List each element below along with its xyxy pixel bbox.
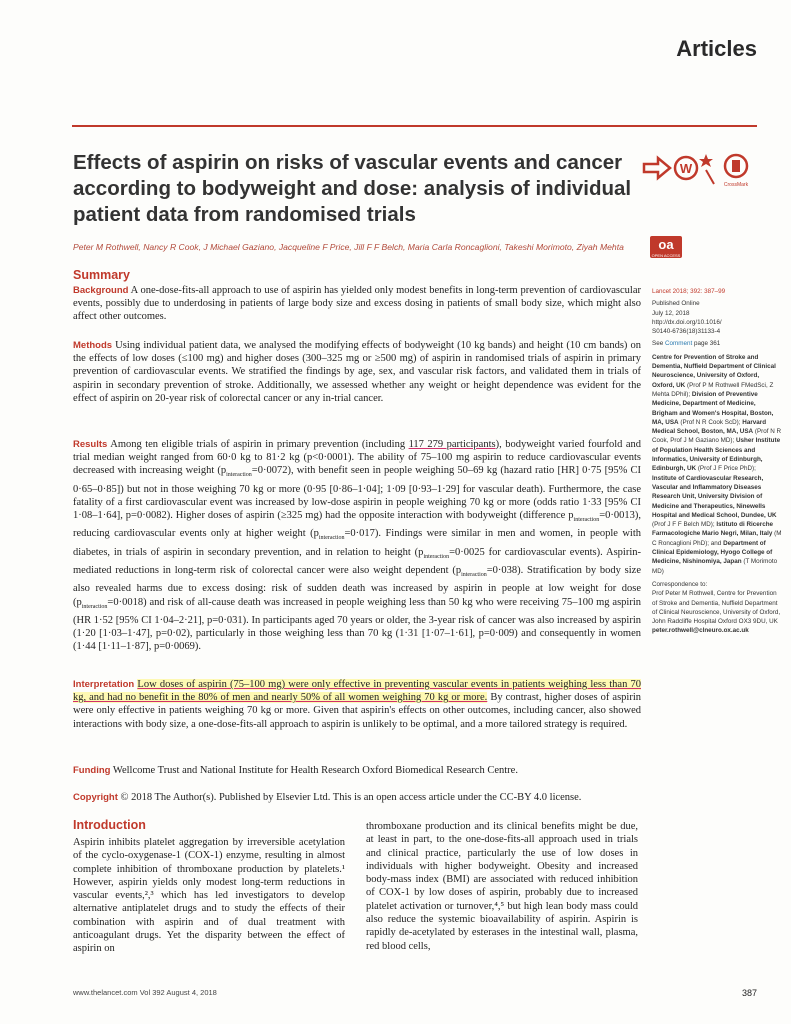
subscript-interaction: interaction [573, 517, 600, 524]
introduction-heading: Introduction [73, 818, 146, 832]
affiliation-name: Usher Institute of Population Health Sciences and Informatics, University of Edinburgh, Edinburgh, UK [652, 437, 781, 473]
open-access-badge: oa [650, 236, 682, 258]
header-rule [72, 125, 757, 127]
star-cursor-icon[interactable] [699, 154, 714, 184]
funding-text: Wellcome Trust and National Institute for Health Research Oxford Biomedical Research Centre. [112, 765, 518, 776]
subscript-interaction: interaction [81, 603, 108, 610]
correspondence-address: Prof Peter M Rothwell, Centre for Prevention of Stroke and Dementia, Nuffield Department of Clinical Neuroscience, University of Oxford, John Radcliffe Hospital Oxford OX3 9DU, UK [652, 590, 781, 626]
see-comment [652, 339, 782, 348]
published-label: Published Online [652, 300, 700, 308]
funding-paragraph [73, 764, 641, 777]
affiliation-authors: (Prof J F F Belch MD); [652, 521, 717, 529]
copyright-label: Copyright [73, 792, 118, 803]
interpretation-paragraph [73, 678, 641, 731]
crossmark-label: CrossMark [723, 182, 749, 188]
share-arrow-icon[interactable] [644, 158, 670, 178]
article-title: Effects of aspirin on risks of vascular events and cancer according to bodyweight and dose: analysis of individual patient data from randomised trials [73, 151, 632, 226]
interpretation-text: By contrast, higher doses of aspirin were only effective in patients weighing 70 kg or more. Given that aspirin's effects on other outcomes, including cancer, also showed interactions with body size, a one-dose-fits-all approach to aspirin is unlikely to be optimal, and a more tailored strategy is required. [73, 692, 641, 730]
correspondence-label: Correspondence to: [652, 580, 708, 588]
affiliation-authors: (Prof P M Rothwell FMedSci, Z Mehta DPhil); [652, 381, 774, 398]
see-page: page 361 [692, 340, 721, 348]
comment-link[interactable]: Comment [664, 340, 693, 348]
results-text-e: =0·017). Findings were similar in men and women, in people with diabetes, in trials of aspirin in secondary prevention, and in relation to height (p [73, 528, 641, 558]
journal-footer: www.thelancet.com Vol 392 August 4, 2018 [73, 988, 217, 997]
subscript-interaction: interaction [318, 535, 345, 542]
affiliation-name: Institute of Cardiovascular Research, Vascular and Inflammatory Diseases Research Unit, University Division of Medicine and Therapeutics, Ninewells Hospital and Medical School, Dundee, UK [652, 474, 777, 519]
citation: Lancet 2018; 392: 387–99 [652, 288, 726, 295]
author-list: Peter M Rothwell, Nancy R Cook, J Michael Gaziano, Jacqueline F Price, Jill F F Belch, Maria Carla Roncaglioni, Takeshi Morimoto, Ziyah Mehta [73, 242, 624, 252]
copyright-paragraph [73, 791, 641, 804]
copyright-text: © 2018 The Author(s). Published by Elsevier Ltd. This is an open access article under the CC-BY 4.0 license. [120, 792, 582, 803]
background-label: Background [73, 285, 129, 296]
funding-label: Funding [73, 765, 111, 776]
intro-column-2: thromboxane production and its clinical benefits might be due, at least in part, to the one-dose-fits-all approach used in trials and clinical practice, particularly the use of low doses in individuals with higher bodyweight. Obesity and increased body-mass index (BMI) are associated with reduced inhibition of COX-1 by low doses of aspirin, probably due to increased platelet activation or turnover,⁴,⁵ but high lean body mass could also reduce the systemic bioavailability of aspirin. Aspirin is rapidly de-acetylated by esterases in the intestinal wall, plasma, red blood cells, [366, 821, 638, 952]
interpretation-highlight: Low doses of aspirin (75–100 mg) were only effective in preventing vascular events in patients weighing less than 70 kg, and had no benefit in the 80% of men and nearly 50% of all women weighing 70 kg or more. [73, 679, 641, 704]
correspondence-email[interactable]: peter.rothwell@clneuro.ox.ac.uk [652, 627, 749, 635]
web-icon[interactable] [675, 157, 697, 179]
article-tool-icons[interactable] [640, 150, 760, 190]
affiliation-authors: (Prof N R Cook ScD); [678, 418, 743, 426]
interpretation-label: Interpretation [73, 679, 135, 690]
summary-heading: Summary [73, 268, 130, 282]
methods-label: Methods [73, 340, 113, 351]
page-number: 387 [741, 988, 757, 998]
svg-text:W: W [679, 161, 693, 176]
publish-date: July 12, 2018 [652, 309, 690, 317]
affiliation-name: Division of Preventive Medicine, Department of Medicine, Brigham and Women's Hospital, Boston, MA, USA [652, 390, 774, 426]
affiliation-name: Department of Clinical Epidemiology, Hyogo College of Medicine, Nishinomiya, Japan [652, 539, 773, 566]
sidebar-notes [652, 287, 782, 636]
subscript-interaction: interaction [423, 553, 450, 560]
methods-text: Using individual patient data, we analysed the modifying effects of bodyweight (10 kg bands) and height (10 cm bands) on the effects of low doses (≤100 mg) and higher doses (300–325 mg or ≥500 mg) of aspirin in randomised trials of aspirin in primary prevention of cardiovascular events. We stratified the findings by age, sex, and vascular risk factors, and validated them in trials of aspirin in secondary prevention of stroke. Additionally, we assessed whether any weight or height dependence was evident for the effect of aspirin on 20-year risk of colorectal cancer or any in-trial cancer. [73, 340, 642, 404]
affiliations [652, 353, 782, 576]
results-text-d: =0·0013), reducing cardiovascular events only at higher weight (p [73, 510, 641, 540]
affiliation-authors: (Prof N R Cook, Prof J M Gaziano MD); [652, 428, 782, 445]
results-text-c: =0·0072), with benefit seen in people weighing 50–69 kg (hazard ratio [HR] 0·75 [95% CI 0·65–0·85]) but not in those weighing 70 kg or more (0·95 [0·86–1·04]; 1·09 [0·93–1·29] for vascular death). Furthermore, the case fatality of a first cardiovascular event was increased by low-dose aspirin in people weighing 70 kg or more (odds ratio 1·33 [95% CI 1·08–1·64], p=0·0082). Higher doses of aspirin (≥325 mg) had the opposite interaction with bodyweight (difference p [73, 465, 641, 522]
affiliation-authors: (Prof J F Price PhD); [696, 465, 756, 473]
results-text-f: =0·0025 for cardiovascular events). Aspirin-mediated reductions in long-term risk of colorectal cancer were also weight dependent (p [73, 546, 641, 576]
results-paragraph [73, 438, 641, 653]
doi-line-2[interactable]: S0140-6736(18)31133-4 [652, 328, 721, 336]
affiliation-authors: (M C Roncaglioni PhD); and [652, 530, 782, 547]
methods-paragraph [73, 339, 641, 405]
results-label: Results [73, 439, 108, 450]
results-text-h: =0·0018) and risk of all-cause death was increased in people weighing less than 50 kg who were receiving 75–100 mg aspirin (HR 1·52 [95% CI 1·04–2·21], p=0·031). In participants aged 70 years or older, the 3-year risk of cancer was also increased by aspirin (1·20 [1·03–1·47], p=0·02), particularly in those weighing less than 70 kg (1·31 [1·07–1·61], p=0·009) and consequently in women (1·44 [1·11–1·87], p=0·0069). [73, 596, 641, 653]
affiliation-name: Harvard Medical School, Boston, MA, USA [652, 418, 767, 436]
open-access-label: OPEN ACCESS [651, 253, 681, 258]
background-text: A one-dose-fits-all approach to use of aspirin has yielded only modest benefits in long-term prevention of cardiovascular events, possibly due to underdosing in patients of large body size and excess dosing in patients of small body size, which might also affect other outcomes. [73, 285, 641, 323]
background-paragraph [73, 284, 641, 324]
crossmark-icon[interactable] [724, 155, 749, 188]
results-text-b: ), bodyweight varied fourfold and trial median weight ranged from 60·0 kg to 81·2 kg (p<0·0001). The ability of 75–100 mg aspirin to reduce cardiovascular events decreased with increasing weight (p [73, 439, 642, 477]
doi-line-1[interactable]: http://dx.doi.org/10.1016/ [652, 318, 722, 326]
section-label: Articles [676, 36, 757, 61]
affiliation-authors: (T Morimoto MD) [652, 558, 778, 575]
results-text-a: Among ten eligible trials of aspirin in primary prevention (including [110, 439, 409, 450]
affiliation-name: Istituto di Ricerche Farmacologiche Mario Negri, Milan, Italy [652, 521, 774, 538]
affiliation-name: Centre for Prevention of Stroke and Dementia, Nuffield Department of Clinical Neuroscience, University of Oxford, Oxford, UK [652, 353, 776, 389]
subscript-interaction: interaction [226, 472, 252, 479]
results-text-g: =0·038). Stratification by body size also revealed harms due to excess dosing: risk of sudden death was increased by aspirin in people at low weight for dose (p [73, 565, 641, 608]
subscript-interaction: interaction [461, 572, 487, 579]
participants-underline: 117 279 participants [408, 439, 496, 450]
see-label: See [652, 340, 665, 348]
intro-column-1: Aspirin inhibits platelet aggregation by irreversible acetylation of the cyclo-oxygenase-1 (COX-1) enzyme, resulting in almost complete inhibition of thromboxane production by platelets.¹ However, aspirin yields only modest long-term reductions in vascular events,²,³ which has led investigators to develop alternative antiplatelet drugs and to study the effects of their combination with aspirin and of dual treatment with anticoagulant drugs. Yet the disparity between the effect of aspirin on [73, 837, 345, 955]
